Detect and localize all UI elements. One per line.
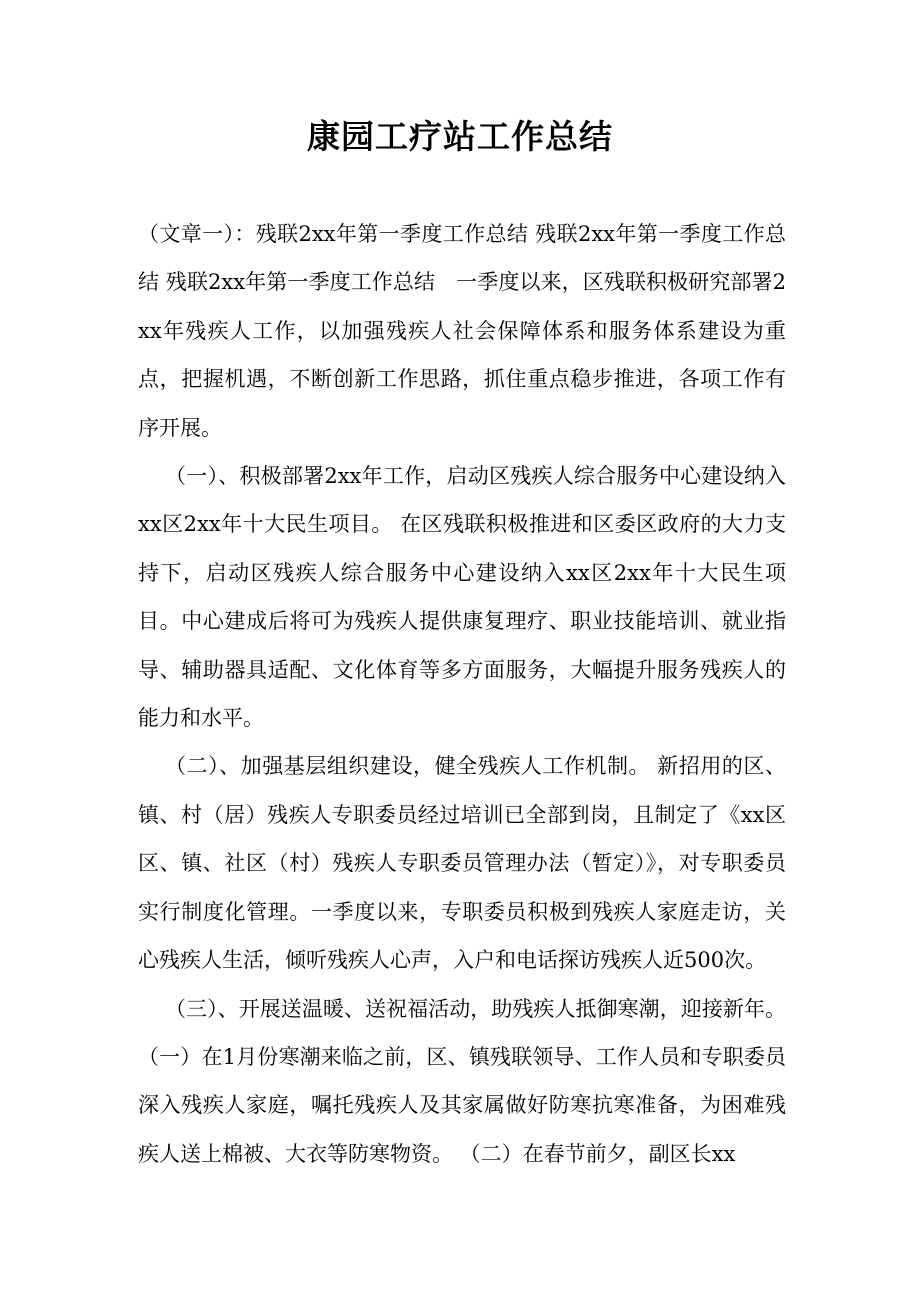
paragraph-intro: （文章一）：残联2xx年第一季度工作总结 残联2xx年第一季度工作总结 残联2xx年第一季度工作总结 一季度以来，区残联积极研究部署2xx年残疾人工作，以加强残疾人社会保障体系和服务体系建设为重点，把握机遇，不断创新工作思路，抓住重点稳步推进，各项工作有序开展。 [138,222,786,440]
paragraph-section-3: （三）、开展送温暖、送祝福活动，助残疾人抵御寒潮，迎接新年。（一）在1月份寒潮来临之前，区、镇残联领导、工作人员和专职委员深入残疾人家庭，嘱托残疾人及其家属做好防寒抗寒准备，为困难残疾人送上棉被、大衣等防寒物资。 （二）在春节前夕，副区长xx [138,996,786,1166]
paragraph-section-1: （一）、积极部署2xx年工作，启动区残疾人综合服务中心建设纳入xx区2xx年十大民生项目。 在区残联积极推进和区委区政府的大力支持下，启动区残疾人综合服务中心建设纳入xx区2xx年十大民生项目。中心建成后将可为残疾人提供康复理疗、职业技能培训、就业指导、辅助器具适配、文化体育等多方面服务，大幅提升服务残疾人的能力和水平。 [138,464,786,731]
document-body [138,210,786,1178]
paragraph-section-2: （二）、加强基层组织建设，健全残疾人工作机制。 新招用的区、镇、村（居）残疾人专职委员经过培训已全部到岗，且制定了《xx区区、镇、社区（村）残疾人专职委员管理办法（暂定）》，对专职委员实行制度化管理。一季度以来，专职委员积极到残疾人家庭走访，关心残疾人生活，倾听残疾人心声，入户和电话探访残疾人近500次。 [138,754,786,973]
document-title: 康园工疗站工作总结 [307,117,613,156]
